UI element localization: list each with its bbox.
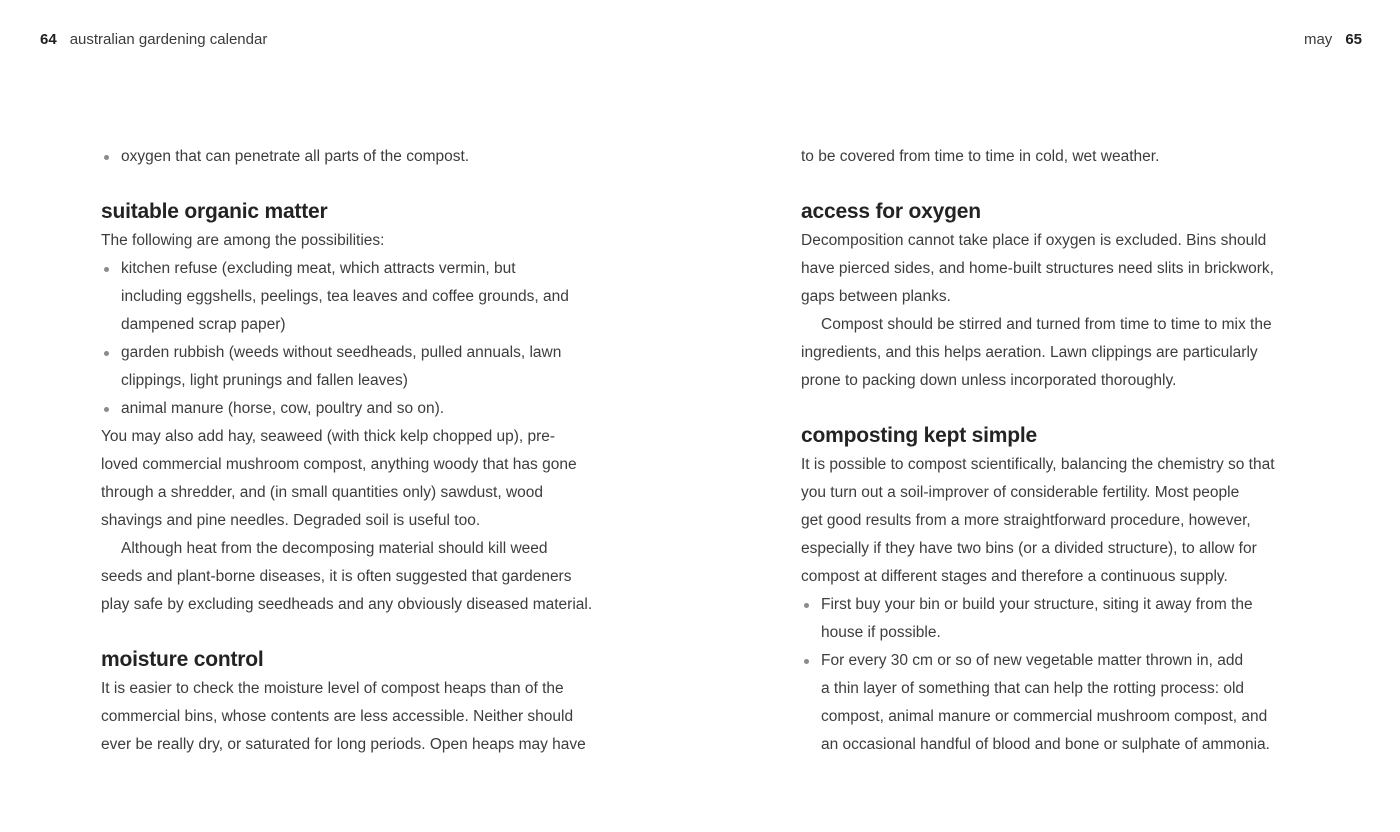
text-line: First buy your bin or build your structure, siting it away from the xyxy=(821,596,1253,613)
text-line: including eggshells, peelings, tea leaves and coffee grounds, and xyxy=(121,288,569,305)
text-line: It is easier to check the moisture level of compost heaps than of the xyxy=(101,680,564,697)
text-line: especially if they have two bins (or a divided structure), to allow for xyxy=(801,540,1257,557)
text-line: oxygen that can penetrate all parts of the compost. xyxy=(121,148,470,165)
bullet-item xyxy=(101,395,641,423)
text-line: loved commercial mushroom compost, anything woody that has gone xyxy=(101,456,577,473)
paragraph xyxy=(801,143,1341,171)
bullet-item xyxy=(801,591,1341,647)
paragraph xyxy=(801,311,1341,395)
bullet-item xyxy=(101,255,641,339)
paragraph xyxy=(101,423,641,535)
bullet-list xyxy=(101,143,641,171)
text-line: garden rubbish (weeds without seedheads, pulled annuals, lawn xyxy=(121,344,562,361)
text-line: an occasional handful of blood and bone or sulphate of ammonia. xyxy=(821,736,1270,753)
text-line: house if possible. xyxy=(821,624,941,641)
text-line: kitchen refuse (excluding meat, which attracts vermin, but xyxy=(121,260,516,277)
text-line: You may also add hay, seaweed (with thick kelp chopped up), pre- xyxy=(101,428,556,445)
text-line: get good results from a more straightforward procedure, however, xyxy=(801,512,1251,529)
text-line: compost, animal manure or commercial mushroom compost, and xyxy=(821,708,1268,725)
bullet-text xyxy=(121,143,469,171)
text-line: Compost should be stirred and turned from time to time to mix the xyxy=(821,316,1272,333)
bullet-list xyxy=(101,255,641,423)
bullet-item xyxy=(101,143,641,171)
text-line: animal manure (horse, cow, poultry and so on). xyxy=(121,400,445,417)
page-number-left: 64 xyxy=(40,31,57,48)
running-header-left xyxy=(40,31,267,48)
bullet-text xyxy=(121,395,444,423)
bullet-text xyxy=(121,255,569,339)
bullet-icon xyxy=(104,155,109,160)
text-line: Although heat from the decomposing material should kill weed xyxy=(121,540,548,557)
text-line: dampened scrap paper) xyxy=(121,316,286,333)
bullet-text xyxy=(821,591,1253,647)
page-number-right: 65 xyxy=(1345,31,1362,48)
text-column-left xyxy=(101,143,641,759)
text-line: gaps between planks. xyxy=(801,288,951,305)
bullet-icon xyxy=(804,659,809,664)
section-heading: suitable organic matter xyxy=(101,200,328,223)
bullet-icon xyxy=(804,603,809,608)
running-header-right xyxy=(1304,31,1362,48)
text-line: play safe by excluding seedheads and any obviously diseased material. xyxy=(101,596,593,613)
section-heading: moisture control xyxy=(101,648,264,671)
bullet-icon xyxy=(104,267,109,272)
text-line: commercial bins, whose contents are less accessible. Neither should xyxy=(101,708,574,725)
text-line: prone to packing down unless incorporated thoroughly. xyxy=(801,372,1177,389)
bullet-item xyxy=(801,647,1341,759)
text-line: The following are among the possibilities: xyxy=(101,232,385,249)
text-line: through a shredder, and (in small quantities only) sawdust, wood xyxy=(101,484,543,501)
text-line: ingredients, and this helps aeration. Lawn clippings are particularly xyxy=(801,344,1258,361)
text-line: For every 30 cm or so of new vegetable matter thrown in, add xyxy=(821,652,1244,669)
chapter-title: may xyxy=(1303,31,1333,48)
bullet-icon xyxy=(104,407,109,412)
text-line: shavings and pine needles. Degraded soil is useful too. xyxy=(101,512,481,529)
text-line: a thin layer of something that can help the rotting process: old xyxy=(821,680,1245,697)
text-line: seeds and plant-borne diseases, it is often suggested that gardeners xyxy=(101,568,572,585)
text-line: ever be really dry, or saturated for long periods. Open heaps may have xyxy=(101,736,586,753)
bullet-text xyxy=(821,647,1270,759)
bullet-icon xyxy=(104,351,109,356)
paragraph xyxy=(801,451,1341,591)
paragraph xyxy=(101,227,641,255)
text-column-right xyxy=(801,143,1341,759)
section-heading: composting kept simple xyxy=(801,424,1037,447)
section-heading: access for oxygen xyxy=(801,200,981,223)
text-line: It is possible to compost scientifically, balancing the chemistry so that xyxy=(801,456,1275,473)
paragraph xyxy=(101,535,641,619)
text-line: have pierced sides, and home-built structures need slits in brickwork, xyxy=(801,260,1274,277)
paragraph xyxy=(801,227,1341,311)
bullet-item xyxy=(101,339,641,395)
book-title: australian gardening calendar xyxy=(69,31,268,48)
text-line: compost at different stages and therefore a continuous supply. xyxy=(801,568,1228,585)
text-line: Decomposition cannot take place if oxygen is excluded. Bins should xyxy=(801,232,1267,249)
bullet-text xyxy=(121,339,561,395)
paragraph xyxy=(101,675,641,759)
text-line: to be covered from time to time in cold, wet weather. xyxy=(801,148,1160,165)
text-line: clippings, light prunings and fallen leaves) xyxy=(121,372,408,389)
text-line: you turn out a soil-improver of considerable fertility. Most people xyxy=(801,484,1240,501)
bullet-list xyxy=(801,591,1341,759)
